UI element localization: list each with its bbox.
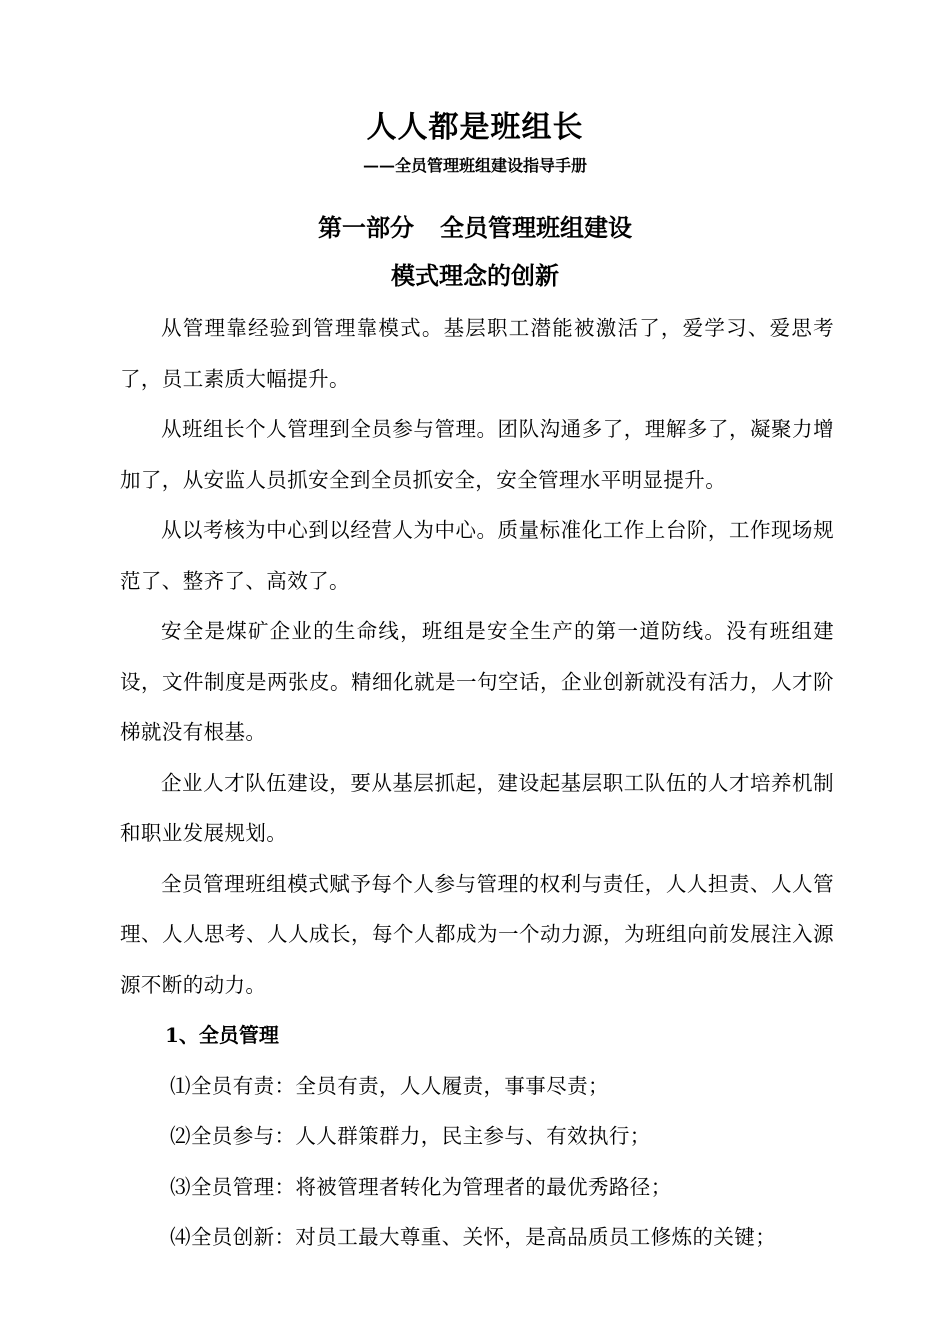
body-paragraph: 从管理靠经验到管理靠模式。基层职工潜能被激活了，爱学习、爱思考了，员工素质大幅提升。	[120, 316, 834, 391]
list-item: ⑵全员参与：人人群策群力，民主参与、有效执行；	[170, 1124, 651, 1148]
body-paragraph: 全员管理班组模式赋予每个人参与管理的权利与责任，人人担责、人人管理、人人思考、人人成长，每个人都成为一个动力源，为班组向前发展注入源源不断的动力。	[120, 871, 834, 997]
part-title: 全员管理班组建设	[440, 213, 632, 242]
list-heading: 1、全员管理	[165, 1023, 279, 1047]
part-label: 第一部分	[318, 213, 414, 242]
body-paragraph: 从班组长个人管理到全员参与管理。团队沟通多了，理解多了，凝聚力增加了，从安监人员抓安全到全员抓安全，安全管理水平明显提升。	[120, 417, 834, 492]
document-subtitle: ——全员管理班组建设指导手册	[362, 156, 587, 175]
body-paragraph: 从以考核为中心到以经营人为中心。质量标准化工作上台阶，工作现场规范了、整齐了、高效了。	[120, 518, 834, 593]
list-item: ⑴全员有责：全员有责，人人履责，事事尽责；	[170, 1073, 609, 1098]
list-item: ⑷全员创新：对员工最大尊重、关怀，是高品质员工修炼的关键；	[170, 1225, 777, 1249]
list-item: ⑶全员管理：将被管理者转化为管理者的最优秀路径；	[170, 1174, 672, 1199]
body-paragraph: 安全是煤矿企业的生命线，班组是安全生产的第一道防线。没有班组建设，文件制度是两张皮。精细化就是一句空话，企业创新就没有活力，人才阶梯就没有根基。	[120, 619, 834, 744]
document-body	[120, 303, 834, 1263]
section-heading: 模式理念的创新	[391, 261, 559, 290]
document-title: 人人都是班组长	[366, 110, 584, 145]
body-paragraph: 企业人才队伍建设，要从基层抓起，建设起基层职工队伍的人才培养机制和职业发展规划。	[120, 770, 834, 845]
part-heading	[0, 211, 950, 245]
